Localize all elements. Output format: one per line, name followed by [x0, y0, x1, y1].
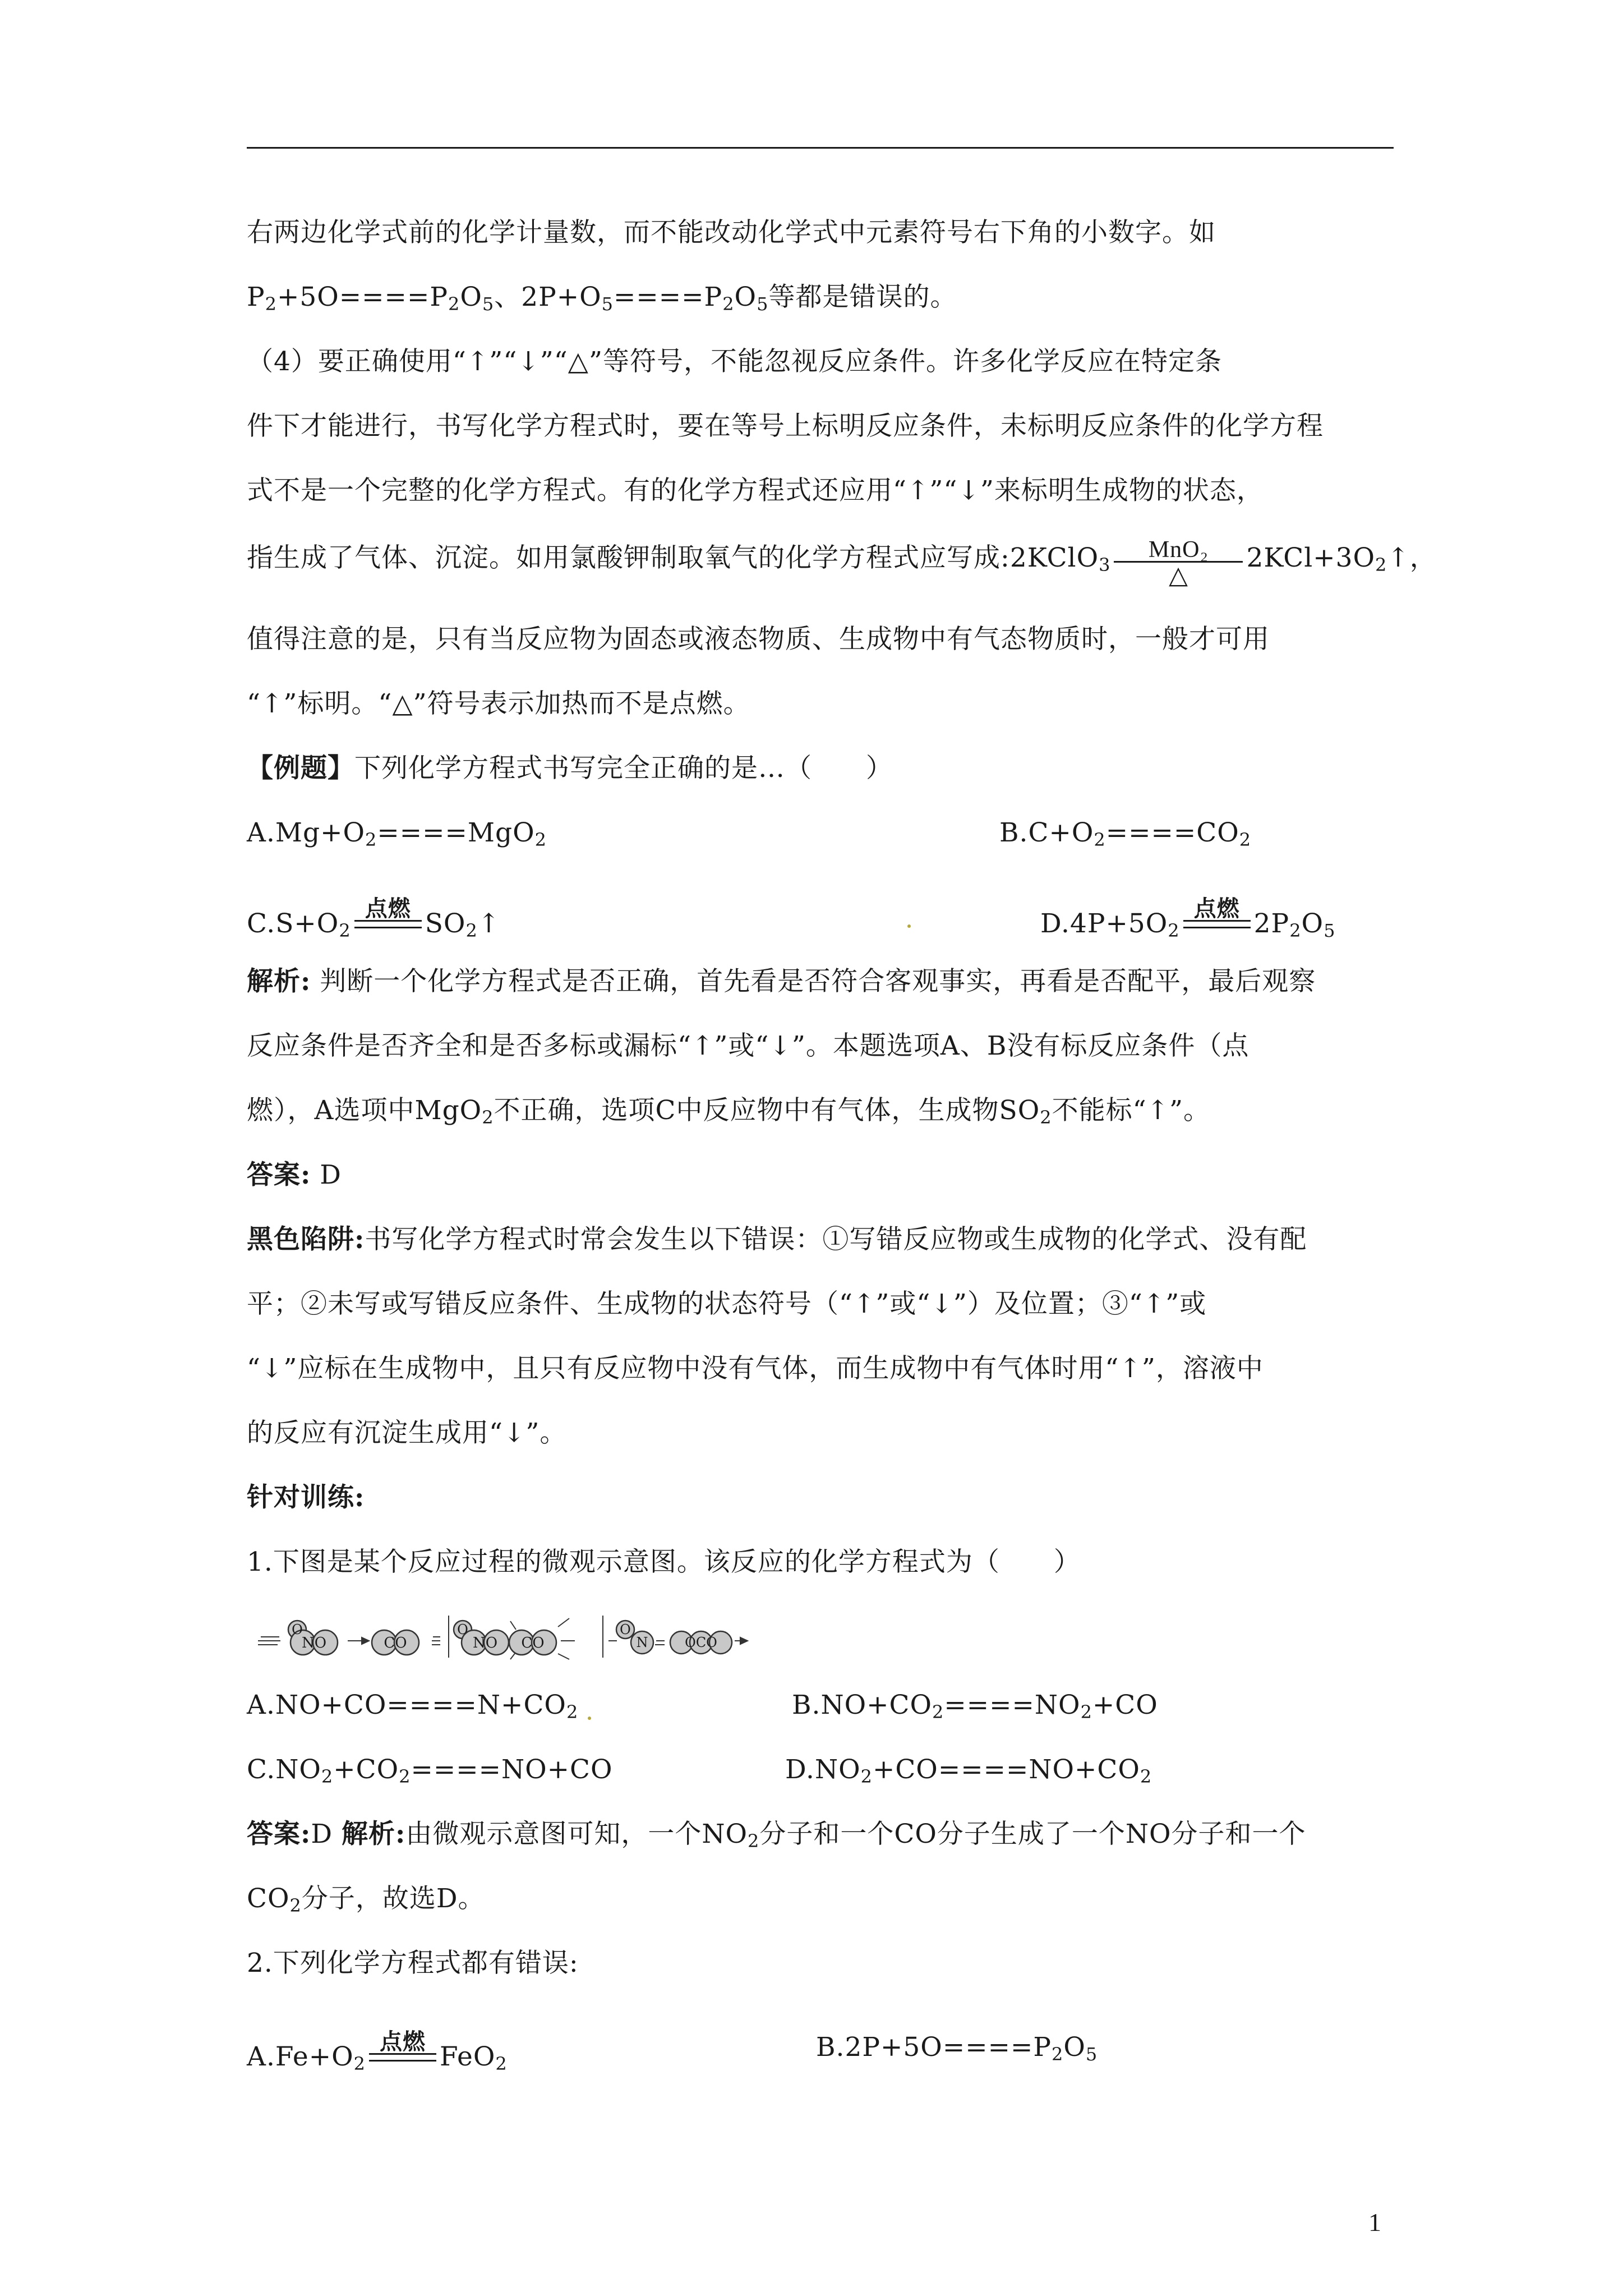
- diagram-molecule-label: NO: [301, 1635, 327, 1651]
- text-line: （4）要正确使用“↑”“↓”“△”等符号，不能忽视反应条件。许多化学反应在特定条: [247, 346, 1222, 377]
- diagram-molecule-label: NO: [472, 1635, 498, 1651]
- q1-answer: 答案:D 解析:由微观示意图可知，一个$NO_2$分子和一个CO分子生成了一个NO分子和一个: [247, 1819, 1306, 1852]
- text-line: 的反应有沉淀生成用“↓”。: [247, 1418, 567, 1448]
- q2-option-b: $B.2P+5O====P_2O_5$: [816, 2032, 1098, 2065]
- question-2: 2.下列化学方程式都有错误:: [247, 1948, 579, 1978]
- q1-option-b: $B.NO+CO_2====NO_2+CO$: [792, 1690, 1158, 1723]
- q2-option-a: $A.Fe+O_2$ 点燃 FeO$_2$: [247, 2031, 508, 2091]
- q1-option-d: $D.NO_2+CO====NO+CO_2$: [785, 1754, 1152, 1787]
- diagram-molecule-label: CO: [521, 1635, 545, 1651]
- answer: 答案: D: [247, 1159, 342, 1190]
- diagram-molecule-label: OCO: [685, 1635, 717, 1650]
- q1-option-a: $A.NO+CO====N+CO_2$: [247, 1690, 579, 1723]
- example-question: 【例题】下列化学方程式书写完全正确的是…（ ）: [247, 753, 893, 784]
- text-line: 燃），A选项中MgO$_2$不正确，选项C中反应物中有气体，生成物$SO_2$不能标“↑”。: [247, 1095, 1211, 1128]
- diagram-atom-label: N: [636, 1635, 648, 1650]
- option-b: $B.C+O_2====CO_2$: [999, 817, 1252, 850]
- reaction-condition: MnO₂ △: [1114, 539, 1243, 588]
- diagram-atom-label: O: [292, 1622, 303, 1637]
- text-line: $CO_2$分子，故选D。: [247, 1883, 485, 1916]
- option-a: $A.Mg+O_2====MgO_2$: [247, 817, 547, 850]
- page-number: 1: [1368, 2208, 1381, 2237]
- analysis: 解析: 判断一个化学方程式是否正确，首先看是否符合客观事实，再看是否配平，最后观察: [247, 966, 1316, 997]
- text-line: 右两边化学式前的化学计量数，而不能改动化学式中元素符号右下角的小数字。如: [247, 217, 1216, 248]
- option-c: $C.S+O_2$ 点燃 $SO_2↑$: [247, 898, 500, 958]
- option-d: $D.4P+5O_2$ 点燃 $2P_2O_5$: [1040, 898, 1335, 958]
- diagram-atom-label: O: [457, 1622, 468, 1637]
- text-line: 反应条件是否齐全和是否多标或漏标“↑”或“↓”。本题选项A、B没有标反应条件（点: [247, 1030, 1249, 1061]
- header-rule: [247, 147, 1394, 149]
- text-line: “↓”应标在生成物中，且只有反应物中没有气体，而生成物中有气体时用“↑”，溶液中: [247, 1353, 1264, 1384]
- diagram-molecule-label: CO: [384, 1635, 407, 1651]
- text-line: 指生成了气体、沉淀。如用氯酸钾制取氧气的化学方程式应写成:2KClO$_3$ MnO₂ △ $2KCl+3O_2↑$，: [247, 537, 1437, 590]
- q1-option-c: $C.NO_2+CO_2====NO+CO$: [247, 1754, 613, 1787]
- reaction-condition: 点燃: [1183, 898, 1251, 954]
- diagram-atom-label: O: [620, 1622, 631, 1637]
- section-title: 针对训练:: [247, 1482, 365, 1513]
- text-line: 值得注意的是，只有当反应物为固态或液态物质、生成物中有气态物质时，一般才可用: [247, 624, 1270, 655]
- reaction-condition: 点燃: [354, 898, 422, 954]
- question-1: 1.下图是某个反应过程的微观示意图。该反应的化学方程式为（ ）: [247, 1547, 1081, 1577]
- text-line: $P_2+5O====P_2O_5$、$2P+O_5====P_2O_5$等都是错误的。: [247, 282, 957, 315]
- text-line: 平；②未写或写错反应条件、生成物的状态符号（“↑”或“↓”）及位置；③“↑”或: [247, 1289, 1207, 1319]
- text-line: “↑”标明。“△”符号表示加热而不是点燃。: [247, 688, 750, 719]
- reaction-micro-diagram: [247, 1610, 751, 1660]
- text-line: 件下才能进行，书写化学方程式时，要在等号上标明反应条件，未标明反应条件的化学方程: [247, 411, 1324, 441]
- trap-note: 黑色陷阱:书写化学方程式时常会发生以下错误：①写错反应物或生成物的化学式、没有配: [247, 1224, 1307, 1255]
- text-line: 式不是一个完整的化学方程式。有的化学方程式还应用“↑”“↓”来标明生成物的状态，: [247, 475, 1264, 506]
- reaction-condition: 点燃: [369, 2031, 436, 2087]
